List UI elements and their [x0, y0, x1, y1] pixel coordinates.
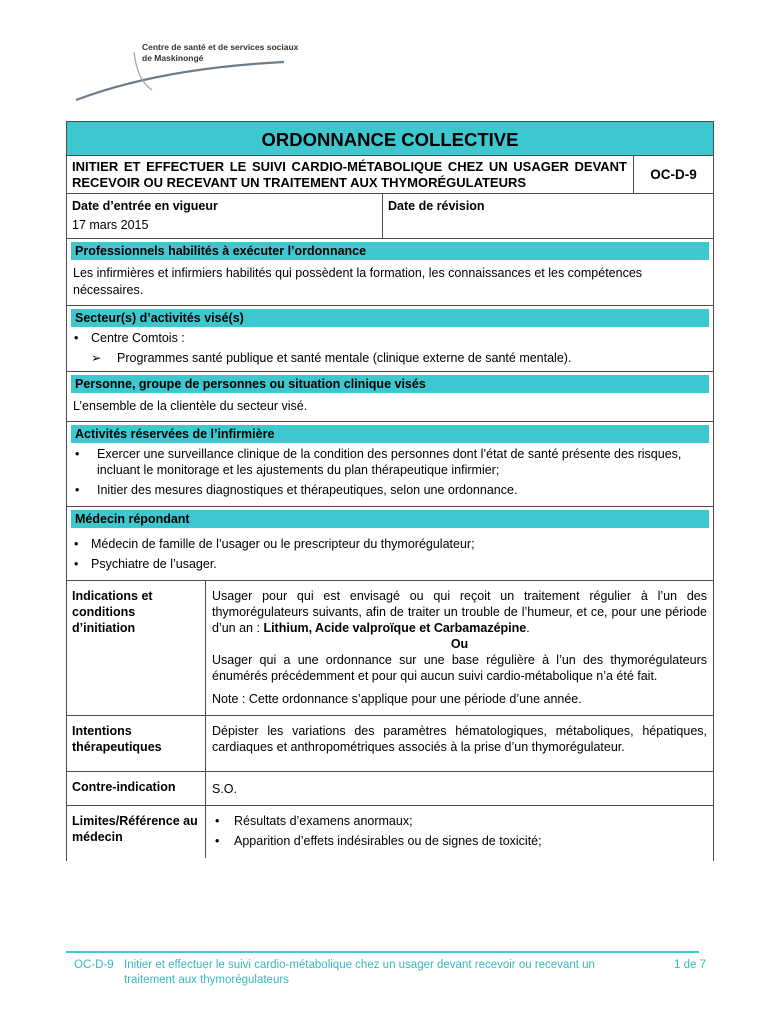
logo-line-1: Centre de santé et de services sociaux	[142, 42, 299, 52]
logo-line-2: de Maskinongé	[142, 53, 204, 63]
indications-paragraph-1	[212, 588, 707, 636]
footer-title: Initier et effectuer le suivi cardio-métabolique chez un usager devant recevoir ou recevant un traitement aux thymorégulateurs	[124, 959, 595, 986]
indications-drugs: Lithium, Acide valproïque et Carbamazépine	[263, 621, 527, 635]
physician-list	[71, 536, 709, 572]
sector-subitem-text: Programmes santé publique et santé mentale (clinique externe de santé mentale).	[117, 351, 572, 365]
effective-date-label: Date d’entrée en vigueur	[72, 199, 218, 213]
limits-list	[212, 813, 707, 849]
contraindication-label: Contre-indication	[67, 772, 206, 805]
logo-text	[142, 42, 298, 64]
dates-row	[67, 194, 713, 239]
order-document	[66, 121, 714, 861]
list-item: • Apparition d’effets indésirables ou de signes de toxicité;	[212, 833, 707, 849]
limits-row	[67, 806, 713, 861]
physician-heading: Médecin répondant	[71, 510, 709, 528]
intentions-label: Intentions thérapeutiques	[67, 716, 206, 771]
physician-section	[67, 507, 713, 581]
indications-period: .	[526, 621, 530, 635]
activities-section	[67, 422, 713, 507]
indications-label: Indications et conditions d’initiation	[67, 581, 206, 715]
limits-label: Limites/Référence au médecin	[67, 806, 206, 858]
indications-or: Ou	[450, 637, 469, 651]
sectors-list	[71, 330, 709, 346]
indications-text: Usager pour qui est envisagé ou qui reçoit un traitement régulier à l’un des thymorégulateurs suivants, afin de traiter un trouble de l’humeur, et ce, pour une période d’un an :	[212, 589, 707, 635]
intentions-row	[67, 716, 713, 772]
list-item: • Psychiatre de l’usager.	[71, 556, 709, 572]
list-item: • Initier des mesures diagnostiques et thérapeutiques, selon une ordonnance.	[71, 482, 709, 498]
sectors-heading: Secteur(s) d’activités visé(s)	[71, 309, 709, 327]
footer-divider	[66, 951, 699, 953]
limits-value	[206, 806, 713, 861]
subtitle-row	[67, 156, 713, 194]
sector-subitem	[71, 350, 709, 367]
document-code: OC-D-9	[633, 156, 713, 193]
list-item: • Exercer une surveillance clinique de la condition des personnes dont l’état de santé présente des risques, incluant le monitorage et les ajustements du plan thérapeutique infirmier;	[71, 446, 709, 478]
professionals-heading: Professionnels habilités à exécuter l’ordonnance	[71, 242, 709, 260]
persons-heading: Personne, groupe de personnes ou situation clinique visés	[71, 375, 709, 393]
activities-list	[71, 446, 709, 498]
persons-section	[67, 372, 713, 422]
activities-heading: Activités réservées de l’infirmière	[71, 425, 709, 443]
sectors-section	[67, 306, 713, 372]
indications-note: Note : Cette ordonnance s’applique pour une période d’une année.	[212, 692, 582, 706]
document-subtitle: INITIER ET EFFECTUER LE SUIVI CARDIO-MÉTABOLIQUE CHEZ UN USAGER DEVANT RECEVOIR OU RECEVANT UN TRAITEMENT AUX THYMORÉGULATEURS	[72, 159, 627, 190]
contraindication-value: S.O.	[212, 782, 238, 796]
footer-code: OC-D-9	[74, 959, 114, 971]
revision-date-cell	[383, 194, 713, 238]
document-title: ORDONNANCE COLLECTIVE	[67, 122, 713, 156]
list-item: • Centre Comtois :	[71, 330, 709, 346]
indications-paragraph-2: Usager qui a une ordonnance sur une base régulière à l’un des thymorégulateurs énumérés précédemment et pour qui aucun suivi cardio-métabolique n’a été fait.	[212, 653, 707, 683]
professionals-body: Les infirmières et infirmiers habilités qui possèdent la formation, les connaissances et les compétences nécessaires.	[73, 266, 643, 297]
contraindication-row	[67, 772, 713, 806]
indications-row	[67, 581, 713, 716]
page-number: 1 de 7	[674, 959, 706, 971]
persons-body: L’ensemble de la clientèle du secteur visé.	[73, 399, 308, 413]
intentions-value: Dépister les variations des paramètres hématologiques, métaboliques, hépatiques, cardiaques et anthropométriques associés à la prise d’un thymorégulateur.	[212, 724, 707, 754]
indications-value	[206, 581, 713, 715]
list-item: • Médecin de famille de l’usager ou le prescripteur du thymorégulateur;	[71, 536, 709, 552]
revision-date-label: Date de révision	[388, 199, 485, 213]
list-item: • Résultats d’examens anormaux;	[212, 813, 707, 829]
arrow-bullet-icon: ➢	[91, 351, 102, 365]
effective-date-cell	[67, 194, 383, 238]
professionals-section	[67, 239, 713, 306]
effective-date-value: 17 mars 2015	[72, 218, 149, 232]
